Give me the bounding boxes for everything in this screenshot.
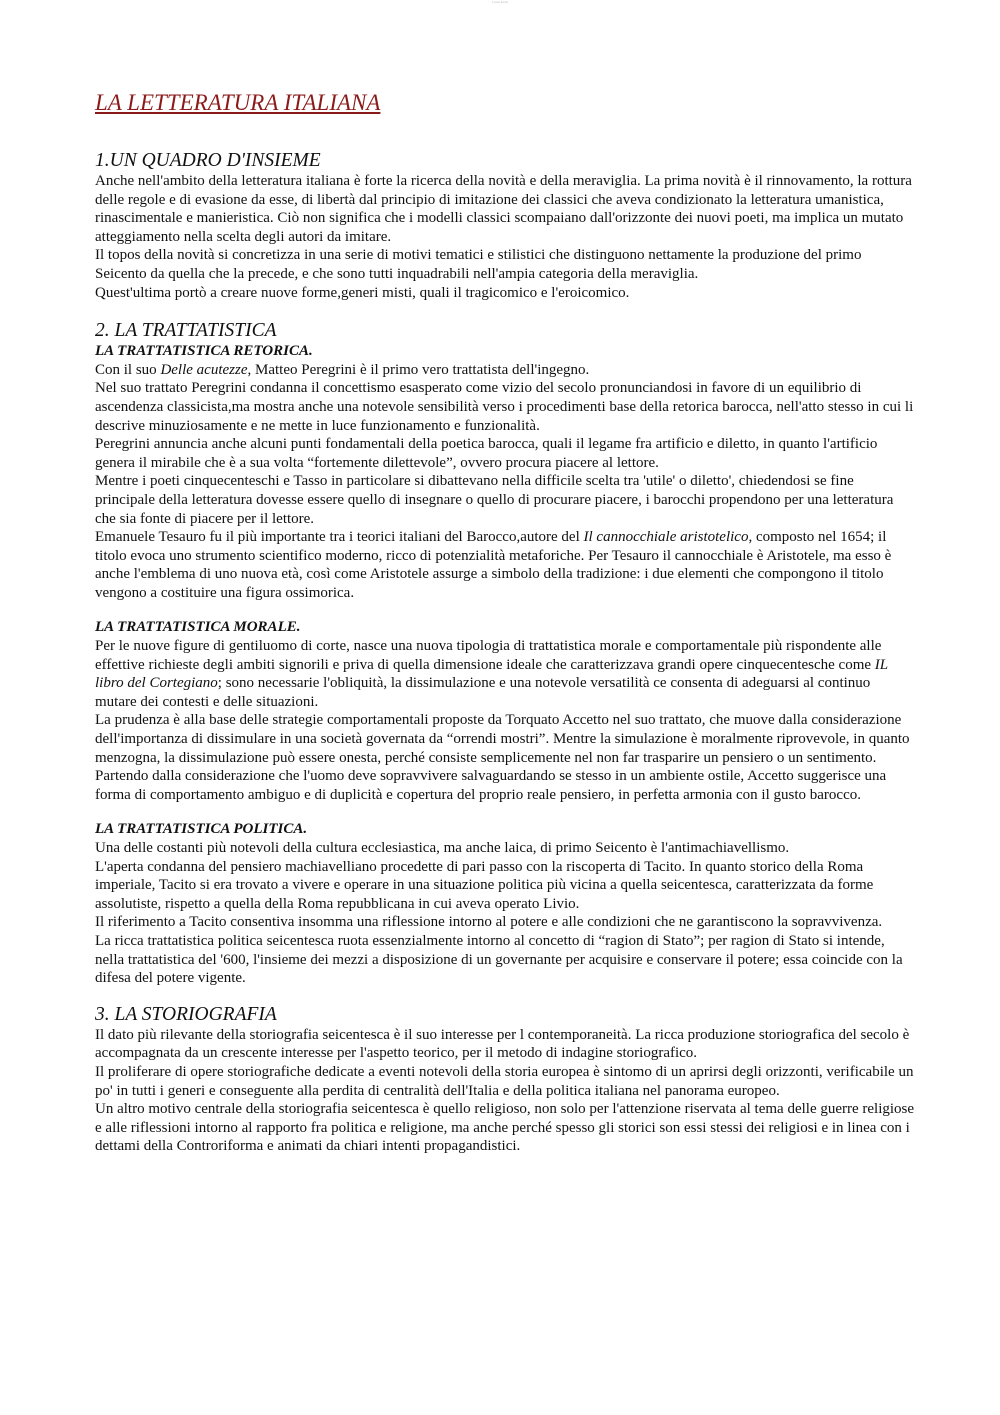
subheading-retorica: LA TRATTATISTICA RETORICA. — [95, 343, 313, 360]
book-title: Delle acutezze — [160, 361, 248, 378]
section-heading-trattatistica: 2. LA TRATTATISTICA — [95, 320, 277, 342]
paragraph: Un altro motivo centrale della storiografia seicentesca è quello religioso, non solo per l'attenzione riservata al tema delle guerre religiose e alle riflessioni intorno al rapporto fra politica e religione, ma anche perché spesso gli storici son essi stessi dei religiosi e in linea con i dettami della Controriforma e animati da chiari intenti propagandistici. — [95, 1101, 915, 1155]
paragraph: Per le nuove figure di gentiluomo di corte, nasce una nuova tipologia di trattatistica morale e comportamentale più rispondente alle effettive richieste degli ambiti signorili e priva di quella dimensione ideale che caratterizzava grandi opere cinquecentesche come IL libro del Cortegiano; sono necessarie l'obliquità, la dissimulazione e una notevole versatilità ce consenta di adeguarsi al continuo mutare dei contesti e delle situazioni. — [95, 638, 888, 710]
paragraph: Il topos della novità si concretizza in una serie di motivi tematici e stilistici che distinguono nettamente la produzione del primo Seicento da quella che la precede, e che sono tutti inquadrabili nell'ampia categoria della meraviglia. — [95, 247, 862, 282]
paragraph: Il proliferare di opere storiografiche dedicate a eventi notevoli della storia europea è sintomo di un aprirsi degli orizzonti, verificabile un po' in tutti i generi e conseguente alla perdita di centralità dell'Italia e della politica italiana nel panorama europeo. — [95, 1063, 914, 1099]
subheading-politica: LA TRATTATISTICA POLITICA. — [95, 821, 308, 838]
paragraph: Con il suo Delle acutezze, Matteo Peregrini è il primo vero trattatista dell'ingegno. — [95, 361, 590, 378]
paragraph: Emanuele Tesauro fu il più importante tra i teorici italiani del Barocco,autore del Il cannocchiale aristotelico, composto nel 1654; il titolo evoca uno strumento scientifico moderno, ricco di potenzialità metaforiche. Per Tesauro il cannocchiale è Aristotele, ma esso è anche l'emblema di uno nuova età, così come Aristotele assurge a simbolo della tradizione: i due elementi che compongono il titolo vengono a costituire una figura ossimorica. — [95, 529, 892, 601]
paragraph: Il riferimento a Tacito consentiva insomma una riflessione intorno al potere e alle condizioni che ne garantiscono la sopravvivenza. — [95, 914, 883, 931]
paragraph: Nel suo trattato Peregrini condanna il concettismo esasperato come vizio del secolo pronunciandosi in favore di un equilibrio di ascendenza classicista,ma mostra anche una notevole sensibilità verso i procedimenti base della retorica barocca, nell'atto stesso in cui li descrive minuziosamente e ne mette in luce funzionamento e funzionalità. — [95, 380, 914, 434]
book-title: Il cannocchiale aristotelico — [583, 529, 749, 546]
paragraph: Anche nell'ambito della letteratura italiana è forte la ricerca della novità e della meraviglia. La prima novità è il rinnovamento, la rottura delle regole e di evasione da esse, di libertà dal principio di imitazione dei classici che aveva condizionato la letteratura umanistica, rinascimentale e manieristica. Ciò non significa che i modelli classici scompaiano dall'orizzonte dei nuovi poeti, ma implica un mutato atteggiamento nella scelta degli autori da imitare. — [95, 173, 912, 245]
paragraph: Una delle costanti più notevoli della cultura ecclesiastica, ma anche laica, di primo Seicento è l'antimachiavellismo. — [95, 840, 790, 856]
paragraph: L'aperta condanna del pensiero machiavelliano procedette di pari passo con la riscoperta di Tacito. In quanto storico della Roma imperiale, Tacito si era trovato a vivere e operare in una situazione politica più vicina a quella seicentesca, caratterizzata da forme assolutiste, rispetto a quella della Roma repubblicana in cui aveva operato Livio. — [95, 858, 874, 912]
section-heading-storiografia: 3. LA STORIOGRAFIA — [95, 1003, 277, 1025]
paragraph: Il dato più rilevante della storiografia seicentesca è il suo interesse per l contemporaneità. La ricca produzione storiografica del secolo è accompagnata da un crescente interesse per l'aspetto teorico, per il metodo di indagine storiografico. — [95, 1026, 910, 1062]
paragraph: Partendo dalla considerazione che l'uomo deve sopravvivere salvaguardando se stesso in un ambiente ostile, Accetto suggerisce una forma di comportamento ambiguo e di duplicità e copertura del proprio reale pensiero, in perfetta armonia con il gusto barocco. — [95, 768, 887, 803]
section-heading-quadro: 1.UN QUADRO D'INSIEME — [95, 150, 321, 171]
book-title: IL libro del Cortegiano — [95, 656, 888, 692]
paragraph: Peregrini annuncia anche alcuni punti fondamentali della poetica barocca, quali il legame fra artificio e diletto, in quanto l'artificio genera il mirabile che è a sua volta “fortemente dilettevole”, ovvero procura piacere al lettore. — [95, 436, 878, 471]
document-page — [95, 88, 915, 1156]
paragraph: Mentre i poeti cinquecenteschi e Tasso in particolare si dibattevano nella difficile scelta tra 'utile' o diletto', chiedendosi se fine principale della letteratura dovesse essere quello di insegnare o quello di procurare piacere, i barocchi propendono per una letteratura che sia fonte di piacere per il lettore. — [95, 473, 894, 527]
paragraph: La prudenza è alla base delle strategie comportamentali proposte da Torquato Accetto nel suo trattato, che muove dalla considerazione dell'importanza di dissimulare in una società governata da “orrendi mostri”. Mentre la simulazione è moralmente riprovevole, in quanto menzogna, la dissimulazione può essere onesta, perché consiste semplicemente nel non far trasparire un pensiero o un sentimento. — [95, 712, 910, 766]
paragraph: Quest'ultima portò a creare nuove forme,generi misti, quali il tragicomico e l'eroicomico. — [95, 284, 630, 301]
paragraph: La ricca trattatistica politica seicentesca ruota essenzialmente intorno al concetto di “ragion di Stato”; per ragion di Stato si intende, nella trattatistica del '600, l'insieme dei mezzi a disposizione di un governante per acquisire e conservare il potere; essa coincide con la difesa del potere vigente. — [95, 932, 903, 987]
document-title: LA LETTERATURA ITALIANA — [95, 90, 381, 115]
subheading-morale: LA TRATTATISTICA MORALE. — [95, 619, 301, 636]
header-mark: Lorem ipsum — [491, 0, 509, 4]
